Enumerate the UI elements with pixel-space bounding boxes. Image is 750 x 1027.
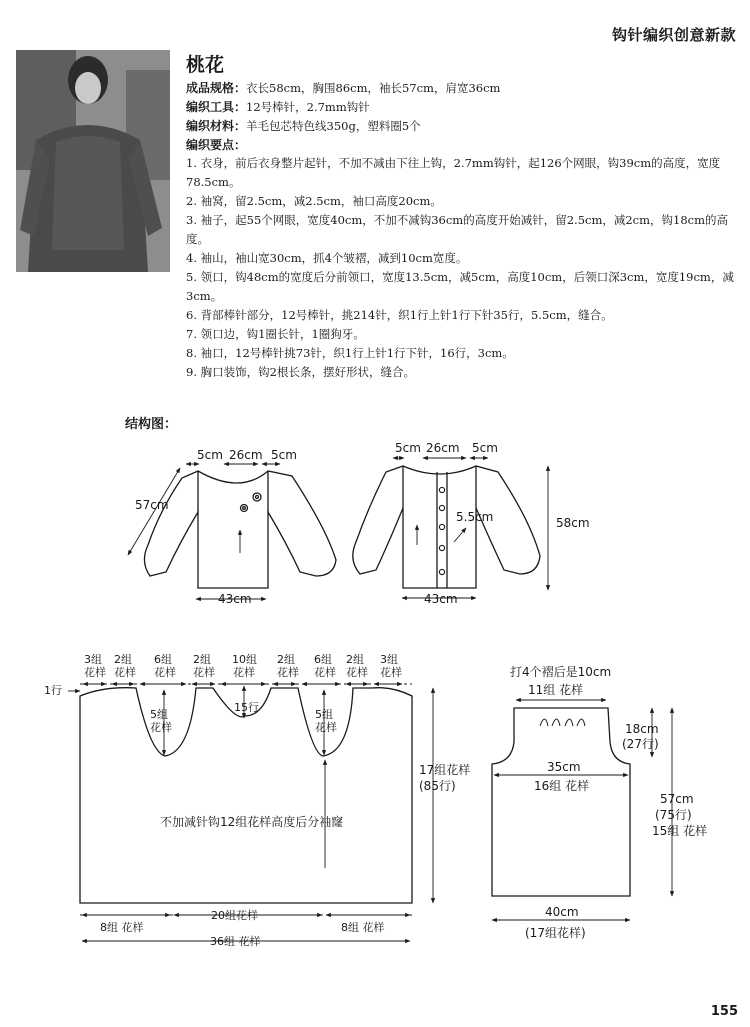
body-chart-outline [80, 688, 412, 903]
button-5-icon [439, 569, 444, 574]
body-right-height: 17组花样 [419, 763, 471, 777]
sleeve-cap-height: 18cm [625, 722, 659, 736]
front-dimension-lines [128, 464, 280, 599]
sleeve-bottom-groups: (17组花样) [525, 926, 586, 940]
diagram-title: 结构图： [125, 417, 178, 432]
sleeve-mid-width: 35cm [547, 760, 581, 774]
sleeve-length-rows: (75行) [655, 808, 692, 822]
body-armhole-left-a: 5组 [150, 708, 168, 721]
sleeve-bottom-width: 40cm [545, 905, 579, 919]
body-neck-depth: 15行 [234, 701, 259, 714]
body-top-label-7a: 6组 [314, 653, 332, 666]
body-top-label-1a: 3组 [84, 653, 102, 666]
body-right-rows: (85行) [419, 779, 456, 793]
front-top-mid: 26cm [229, 448, 263, 462]
step-5: 5. 领口，钩48cm的宽度后分前领口，宽度13.5cm，减5cm，高度10cm，后领口深3cm，宽度19cm，减3cm。 [186, 270, 734, 303]
body-top-label-3b: 花样 [154, 666, 176, 679]
body-armhole-left-b: 花样 [150, 721, 172, 734]
button-1-icon [439, 487, 444, 492]
body-top-label-7b: 花样 [314, 666, 336, 679]
body-top-label-4a: 2组 [193, 653, 211, 666]
step-7: 7. 领口边，钩1圈长针，1圈狗牙。 [186, 327, 365, 341]
spec-tools: 编织工具：12号棒针，2.7mm钩针 [186, 100, 370, 114]
body-top-label-6b: 花样 [277, 666, 299, 679]
body-top-label-3a: 6组 [154, 653, 172, 666]
body-top-label-8b: 花样 [346, 666, 368, 679]
body-top-label-4b: 花样 [193, 666, 215, 679]
body-bottom-mid: 20组花样 [211, 909, 258, 922]
step-9: 9. 胸口装饰，钩2根长条，摆好形状，缝合。 [186, 365, 415, 379]
spec-size: 成品规格：衣长58cm，胸围86cm，袖长57cm，肩宽36cm [186, 81, 501, 95]
page-number: 155 [710, 1004, 738, 1019]
button-4-icon [439, 545, 444, 550]
body-bottom-right: 8组 花样 [341, 921, 385, 934]
front-sweater-diagram [144, 471, 336, 588]
sleeve-top-groups: 11组 花样 [528, 683, 584, 697]
body-top-label-9b: 花样 [380, 666, 402, 679]
back-top-right: 5cm [472, 441, 498, 455]
sleeve-chart-outline [492, 708, 630, 896]
spec-materials: 编织材料：羊毛包芯特色线350g，塑料圈5个 [186, 119, 421, 133]
body-center-note: 不加减针钩12组花样高度后分袖窿 [160, 815, 344, 829]
step-4: 4. 袖山，袖山宽30cm，抓4个皱褶，减到10cm宽度。 [186, 251, 468, 265]
step-3: 3. 袖子，起55个网眼，宽度40cm，不加不减钩36cm的高度开始减针，留2.5cm，减2cm，钩18cm的高度。 [186, 213, 728, 246]
body-top-label-6a: 2组 [277, 653, 295, 666]
body-armhole-right-b: 花样 [315, 721, 337, 734]
sleeve-length-groups: 15组 花样 [652, 824, 708, 838]
body-top-label-2b: 花样 [114, 666, 136, 679]
sleeve-cap-rows: (27行) [622, 737, 659, 751]
back-knit-band: 5.5cm [456, 510, 494, 524]
body-bottom-left: 8组 花样 [100, 921, 144, 934]
body-bottom-total: 36组 花样 [210, 935, 261, 948]
back-buttons [439, 487, 444, 574]
body-top-label-2a: 2组 [114, 653, 132, 666]
body-top-label-5a: 10组 [232, 653, 257, 666]
back-dimension-lines [393, 458, 548, 598]
sleeve-length: 57cm [660, 792, 694, 806]
series-header: 钩针编织创意新款 [611, 26, 736, 44]
front-bottom-width: 43cm [218, 592, 252, 606]
button-3-icon [439, 524, 444, 529]
back-bottom-width: 43cm [424, 592, 458, 606]
step-6: 6. 背部棒针部分，12号棒针，挑214针，织1行上针1行下针35行，5.5cm，缝合。 [186, 308, 613, 322]
body-row1-label: 1行 [44, 684, 62, 697]
front-top-right: 5cm [271, 448, 297, 462]
spec-keypoints: 编织要点： [186, 138, 247, 152]
back-sweater-diagram [353, 466, 540, 588]
step-8: 8. 袖口，12号棒针挑73针，织1行上针1行下针，16行，3cm。 [186, 346, 514, 360]
sleeve-pleat-note: 打4个褶后是10cm [510, 665, 612, 679]
back-top-left: 5cm [395, 441, 421, 455]
back-top-mid: 26cm [426, 441, 460, 455]
front-sleeve-length: 57cm [135, 498, 169, 512]
front-top-left: 5cm [197, 448, 223, 462]
pattern-title: 桃花 [186, 54, 225, 76]
body-armhole-right-a: 5组 [315, 708, 333, 721]
step-1: 1. 衣身，前后衣身整片起针，不加不减由下往上钩，2.7mm钩针，起126个网眼，钩39cm的高度，宽度78.5cm。 [186, 156, 721, 189]
button-2-icon [439, 505, 444, 510]
body-top-label-9a: 3组 [380, 653, 398, 666]
sleeve-mid-groups: 16组 花样 [534, 779, 590, 793]
body-top-label-5b: 花样 [233, 666, 255, 679]
body-top-label-8a: 2组 [346, 653, 364, 666]
back-length: 58cm [556, 516, 590, 530]
body-top-label-1b: 花样 [84, 666, 106, 679]
step-2: 2. 袖窝，留2.5cm，减2.5cm，袖口高度20cm。 [186, 194, 442, 208]
